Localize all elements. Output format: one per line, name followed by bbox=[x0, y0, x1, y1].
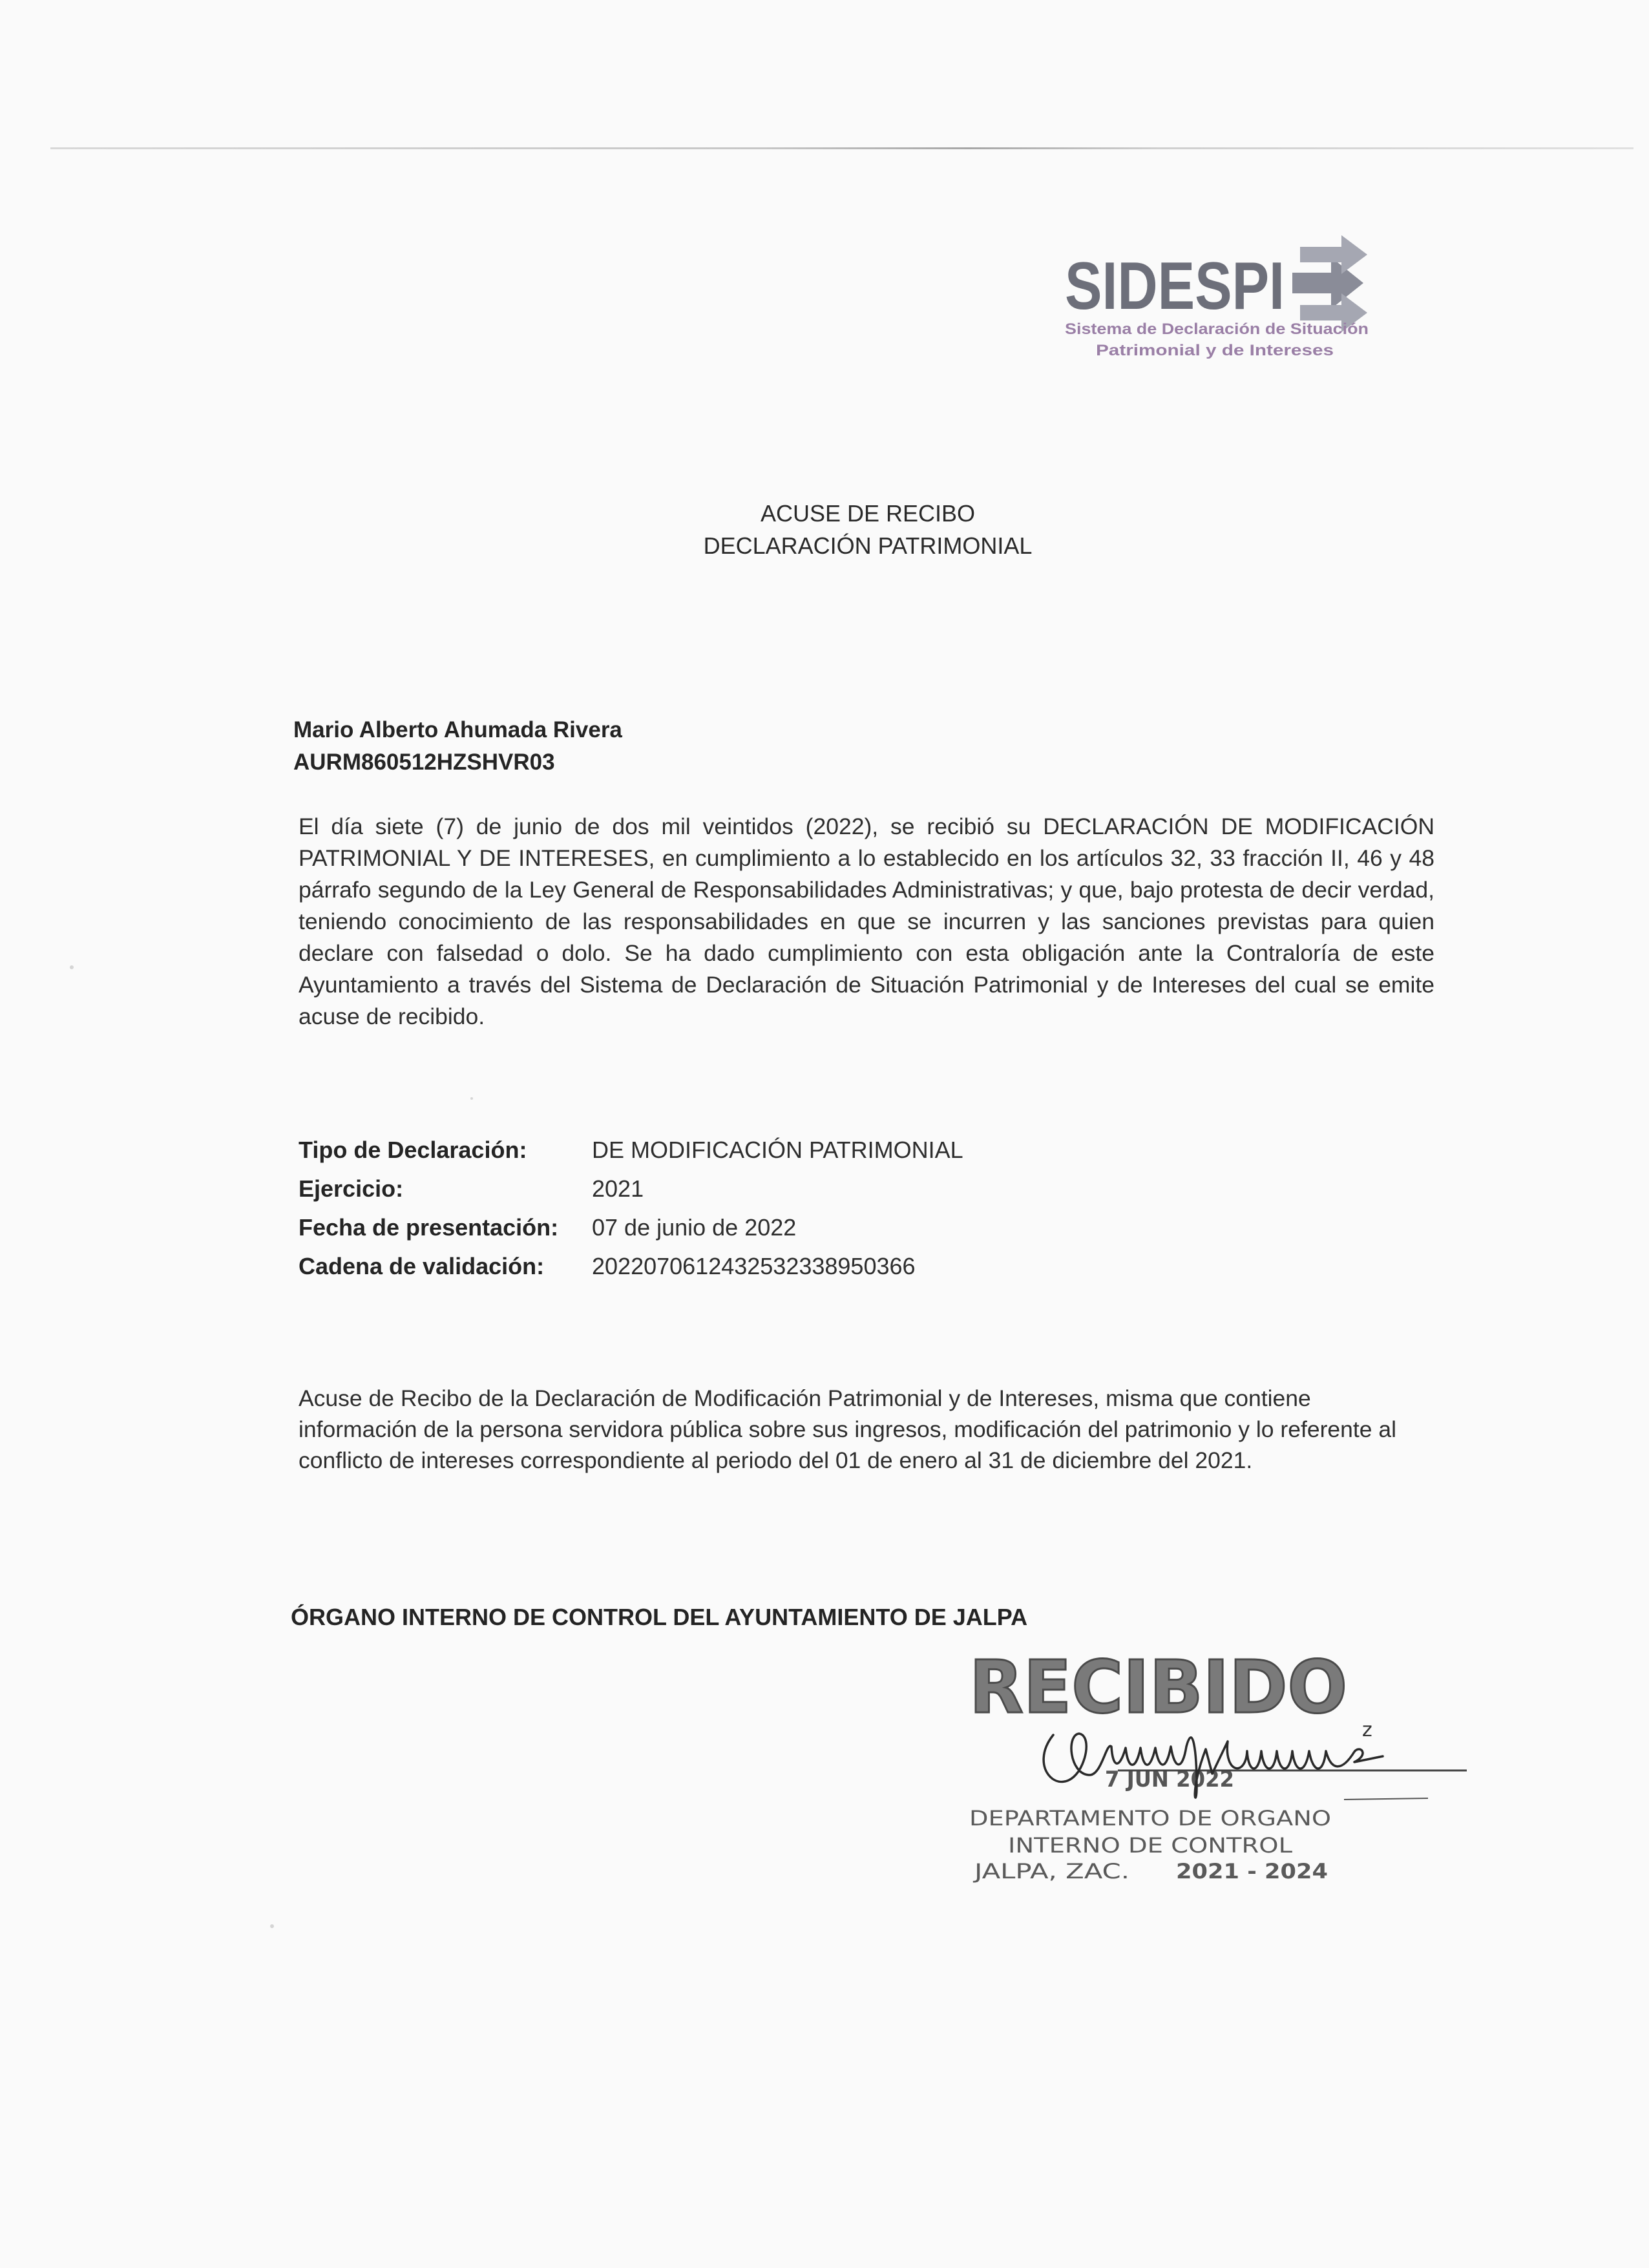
stamp-date: 7 JUN 2022 bbox=[1105, 1767, 1234, 1792]
top-rule bbox=[50, 147, 1633, 149]
stamp-line1: DEPARTAMENTO DE ORGANO bbox=[969, 1806, 1331, 1831]
sidespi-logo bbox=[1060, 233, 1383, 372]
recipient-name: Mario Alberto Ahumada Rivera bbox=[293, 717, 622, 742]
title-line-1: ACUSE DE RECIBO bbox=[760, 500, 976, 527]
detail-label: Tipo de Declaración: bbox=[299, 1137, 527, 1163]
stamp-line2: INTERNO DE CONTROL bbox=[1008, 1833, 1293, 1858]
stamp-line3: JALPA, ZAC. bbox=[972, 1859, 1129, 1884]
detail-row-tipo bbox=[299, 1131, 963, 1170]
detail-row-ejercicio bbox=[299, 1170, 963, 1208]
detail-row-fecha bbox=[299, 1208, 963, 1247]
scan-speck bbox=[70, 965, 74, 969]
signature-flourish: z bbox=[1362, 1719, 1372, 1741]
detail-value: 20220706124325323389503​66 bbox=[592, 1253, 916, 1279]
scan-speck bbox=[270, 1924, 274, 1928]
organ-title: ÓRGANO INTERNO DE CONTROL DEL AYUNTAMIENTO DE JALPA bbox=[291, 1604, 1028, 1630]
stamp-line-short bbox=[1344, 1798, 1428, 1800]
detail-label: Ejercicio: bbox=[299, 1175, 404, 1202]
detail-row-cadena bbox=[299, 1247, 963, 1286]
detail-value: 07 de junio de 2022 bbox=[592, 1214, 797, 1241]
body-paragraph: El día siete (7) de junio de dos mil veintidos (2022), se recibió su DECLARACIÓN DE MODIFICACIÓN PATRIMONIAL Y DE INTERESES, en cumplimiento a lo establecido en los artículos 32, 33 fracción II, 46 y 48 párrafo segundo de la Ley General de Responsabilidades Administrativas; y que, bajo protesta de decir verdad, teniendo conocimiento de las responsabilidades en que se incurren y las sanciones previstas para quien declare con falsedad o dolo. Se ha dado cumplimiento con esta obligación ante la Contraloría de este Ayuntamiento a través del Sistema de Declaración de Situación Patrimonial y de Intereses del cual se emite acuse de recibido. bbox=[299, 814, 1434, 1029]
recipient-id: AURM860512HZSHVR03 bbox=[293, 750, 555, 775]
summary-paragraph: Acuse de Recibo de la Declaración de Modificación Patrimonial y de Intereses, misma que contiene información de la persona servidora pública sobre sus ingresos, modificación del patrimonio y lo referente al conflicto de intereses correspondiente al periodo del 01 de enero al 31 de diciembre del 2021. bbox=[299, 1385, 1396, 1473]
title-line-2: DECLARACIÓN PATRIMONIAL bbox=[703, 532, 1033, 559]
logo-name: SIDESPI bbox=[1065, 249, 1285, 324]
logo-tagline-line2: Patrimonial y de Intereses bbox=[1096, 342, 1334, 359]
stamp-years: 2021 - 2024 bbox=[1176, 1859, 1328, 1884]
scan-speck bbox=[470, 1097, 473, 1100]
arrows-icon bbox=[1292, 235, 1367, 332]
logo-tagline-line1: Sistema de Declaración de Situación bbox=[1065, 320, 1369, 338]
detail-value: 2021 bbox=[592, 1175, 644, 1202]
detail-value: DE MODIFICACIÓN PATRIMONIAL bbox=[592, 1137, 963, 1163]
detail-label: Cadena de validación: bbox=[299, 1253, 545, 1279]
recipient-block bbox=[293, 714, 622, 779]
details-table bbox=[299, 1131, 963, 1286]
received-stamp bbox=[956, 1638, 1473, 1896]
document-title bbox=[0, 498, 1649, 562]
detail-label: Fecha de presentación: bbox=[299, 1214, 559, 1241]
stamp-title: RECIBIDO bbox=[969, 1646, 1347, 1730]
